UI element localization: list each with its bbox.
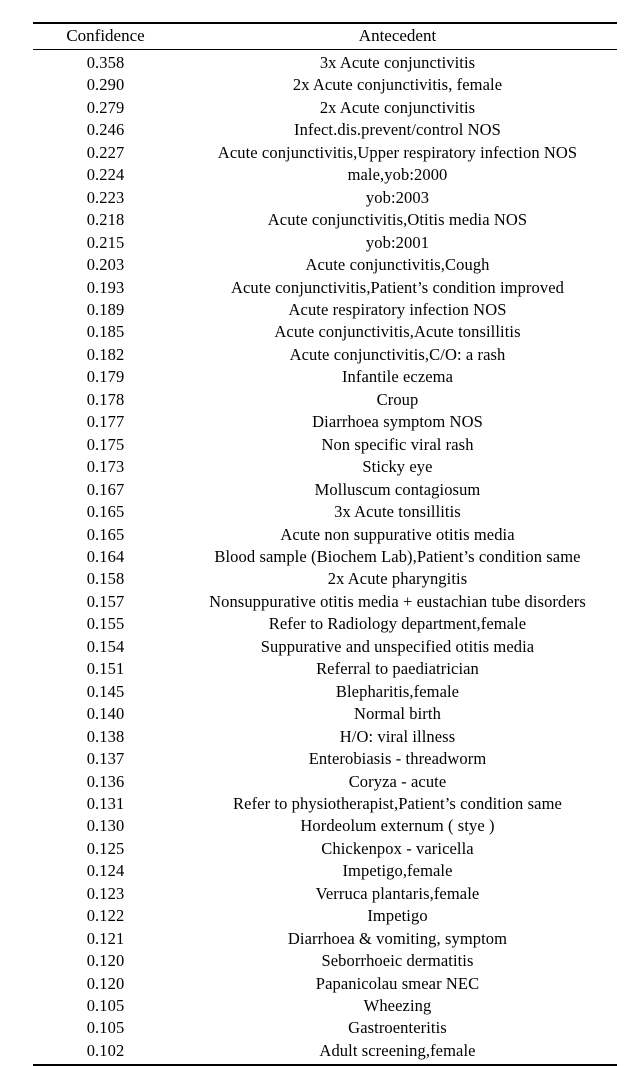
cell-antecedent: Acute conjunctivitis,Acute tonsillitis: [274, 322, 521, 342]
column-header-antecedent: Antecedent: [358, 26, 437, 45]
table-row: [33, 568, 617, 590]
table-row: [33, 479, 617, 501]
table-row: [33, 456, 617, 478]
table-row: [33, 613, 617, 635]
table-row: [33, 524, 617, 546]
cell-antecedent: 3x Acute tonsillitis: [334, 502, 461, 522]
cell-confidence: 0.224: [86, 165, 125, 185]
cell-antecedent: Acute conjunctivitis,Patient’s condition improved: [230, 277, 564, 297]
cell-confidence: 0.164: [86, 546, 125, 566]
cell-confidence: 0.215: [86, 232, 125, 252]
cell-confidence: 0.151: [86, 659, 125, 679]
cell-antecedent: Sticky eye: [362, 457, 433, 477]
cell-confidence: 0.124: [86, 861, 125, 881]
column-header-confidence: Confidence: [66, 26, 145, 45]
cell-antecedent: male,yob:2000: [347, 165, 448, 185]
table-row: [33, 299, 617, 321]
cell-antecedent: yob:2001: [365, 232, 430, 252]
cell-confidence: 0.131: [86, 793, 125, 813]
cell-antecedent: Acute non suppurative otitis media: [280, 524, 515, 544]
cell-antecedent: Coryza - acute: [348, 771, 447, 791]
cell-confidence: 0.185: [86, 322, 125, 342]
table-row: [33, 119, 617, 141]
table-row: [33, 860, 617, 882]
cell-confidence: 0.145: [86, 681, 125, 701]
table-row: [33, 883, 617, 905]
cell-antecedent: Impetigo,female: [342, 861, 453, 881]
cell-confidence: 0.175: [86, 434, 125, 454]
cell-confidence: 0.121: [86, 928, 125, 948]
cell-confidence: 0.173: [86, 457, 125, 477]
cell-antecedent: Normal birth: [354, 704, 441, 724]
cell-confidence: 0.157: [86, 591, 125, 611]
cell-antecedent: Refer to physiotherapist,Patient’s condition same: [233, 793, 562, 813]
table-row: [33, 703, 617, 725]
cell-antecedent: Nonsuppurative otitis media + eustachian tube disorders: [209, 591, 586, 611]
cell-confidence: 0.193: [86, 277, 125, 297]
table-row: [33, 164, 617, 186]
cell-confidence: 0.138: [86, 726, 125, 746]
table-row: [33, 1017, 617, 1039]
cell-antecedent: 2x Acute pharyngitis: [327, 569, 468, 589]
table-row: [33, 995, 617, 1017]
table-row: [33, 748, 617, 770]
table-row: [33, 321, 617, 343]
cell-antecedent: Acute conjunctivitis,Cough: [305, 255, 490, 275]
cell-confidence: 0.203: [86, 255, 125, 275]
table-row: [33, 658, 617, 680]
cell-confidence: 0.167: [86, 479, 125, 499]
cell-antecedent: H/O: viral illness: [339, 726, 456, 746]
cell-confidence: 0.125: [86, 838, 125, 858]
table-row: [33, 928, 617, 950]
cell-confidence: 0.189: [86, 299, 125, 319]
table-row: [33, 187, 617, 209]
table-row: [33, 411, 617, 433]
cell-antecedent: Gastroenteritis: [348, 1018, 447, 1038]
cell-confidence: 0.165: [86, 524, 125, 544]
table-row: [33, 950, 617, 972]
table-row: [33, 277, 617, 299]
cell-antecedent: Hordeolum externum ( stye ): [300, 816, 495, 836]
table-row: [33, 254, 617, 276]
cell-antecedent: Papanicolau smear NEC: [315, 973, 480, 993]
table-row: [33, 1040, 617, 1064]
table-header: [33, 24, 617, 49]
table-row: [33, 591, 617, 613]
cell-confidence: 0.140: [86, 704, 125, 724]
cell-confidence: 0.179: [86, 367, 125, 387]
cell-confidence: 0.120: [86, 951, 125, 971]
table-row: [33, 973, 617, 995]
cell-antecedent: Referral to paediatrician: [316, 659, 479, 679]
cell-antecedent: Chickenpox - varicella: [321, 838, 474, 858]
rules-table-body: [33, 50, 617, 1064]
cell-confidence: 0.105: [86, 1018, 125, 1038]
cell-confidence: 0.165: [86, 502, 125, 522]
cell-confidence: 0.120: [86, 973, 125, 993]
cell-confidence: 0.358: [86, 53, 125, 72]
table-row: [33, 389, 617, 411]
confidence-antecedent-table: [33, 22, 617, 1066]
cell-antecedent: Acute respiratory infection NOS: [288, 299, 507, 319]
cell-confidence: 0.155: [86, 614, 125, 634]
table-row: [33, 771, 617, 793]
table-body: [33, 50, 617, 1064]
table-row: [33, 905, 617, 927]
cell-confidence: 0.218: [86, 210, 125, 230]
cell-antecedent: Blepharitis,female: [335, 681, 460, 701]
table-row: [33, 681, 617, 703]
table-row: [33, 366, 617, 388]
cell-antecedent: 2x Acute conjunctivitis: [319, 97, 476, 117]
cell-confidence: 0.154: [86, 636, 125, 656]
table-row: [33, 546, 617, 568]
cell-confidence: 0.122: [86, 906, 125, 926]
cell-antecedent: Diarrhoea symptom NOS: [312, 412, 483, 432]
table-row: [33, 97, 617, 119]
cell-antecedent: 3x Acute conjunctivitis: [319, 53, 476, 72]
table-row: [33, 344, 617, 366]
table-row: [33, 726, 617, 748]
table-row: [33, 209, 617, 231]
cell-confidence: 0.105: [86, 996, 125, 1016]
cell-antecedent: Seborrhoeic dermatitis: [321, 951, 474, 971]
cell-antecedent: Suppurative and unspecified otitis media: [260, 636, 535, 656]
cell-antecedent: Croup: [376, 389, 419, 409]
table-row: [33, 815, 617, 837]
cell-antecedent: Molluscum contagiosum: [314, 479, 481, 499]
cell-antecedent: Non specific viral rash: [321, 434, 474, 454]
cell-confidence: 0.227: [86, 142, 125, 162]
table-row: [33, 50, 617, 74]
cell-antecedent: Enterobiasis - threadworm: [308, 749, 487, 769]
cell-confidence: 0.178: [86, 389, 125, 409]
cell-confidence: 0.130: [86, 816, 125, 836]
cell-confidence: 0.223: [86, 187, 125, 207]
table-row: [33, 74, 617, 96]
cell-confidence: 0.279: [86, 97, 125, 117]
cell-confidence: 0.158: [86, 569, 125, 589]
cell-confidence: 0.102: [86, 1040, 125, 1060]
cell-confidence: 0.182: [86, 344, 125, 364]
table-row: [33, 793, 617, 815]
cell-confidence: 0.177: [86, 412, 125, 432]
table-row: [33, 232, 617, 254]
cell-confidence: 0.136: [86, 771, 125, 791]
cell-antecedent: Blood sample (Biochem Lab),Patient’s condition same: [214, 546, 581, 566]
cell-confidence: 0.246: [86, 120, 125, 140]
cell-antecedent: Wheezing: [363, 996, 432, 1016]
cell-confidence: 0.290: [86, 75, 125, 95]
header-row: [33, 24, 617, 49]
cell-antecedent: Diarrhoea & vomiting, symptom: [287, 928, 508, 948]
cell-antecedent: Infect.dis.prevent/control NOS: [294, 120, 501, 140]
table-row: [33, 142, 617, 164]
table-row: [33, 838, 617, 860]
cell-antecedent: Verruca plantaris,female: [315, 883, 480, 903]
cell-antecedent: 2x Acute conjunctivitis, female: [292, 75, 503, 95]
table-row: [33, 434, 617, 456]
cell-antecedent: Refer to Radiology department,female: [268, 614, 527, 634]
table-row: [33, 636, 617, 658]
cell-antecedent: Adult screening,female: [319, 1040, 476, 1060]
cell-confidence: 0.123: [86, 883, 125, 903]
cell-antecedent: Infantile eczema: [341, 367, 454, 387]
cell-antecedent: Acute conjunctivitis,Otitis media NOS: [267, 210, 528, 230]
rules-table: [33, 24, 617, 49]
cell-confidence: 0.137: [86, 749, 125, 769]
table-row: [33, 501, 617, 523]
cell-antecedent: Impetigo: [367, 906, 428, 926]
cell-antecedent: yob:2003: [365, 187, 430, 207]
cell-antecedent: Acute conjunctivitis,C/O: a rash: [289, 344, 506, 364]
cell-antecedent: Acute conjunctivitis,Upper respiratory infection NOS: [217, 142, 578, 162]
